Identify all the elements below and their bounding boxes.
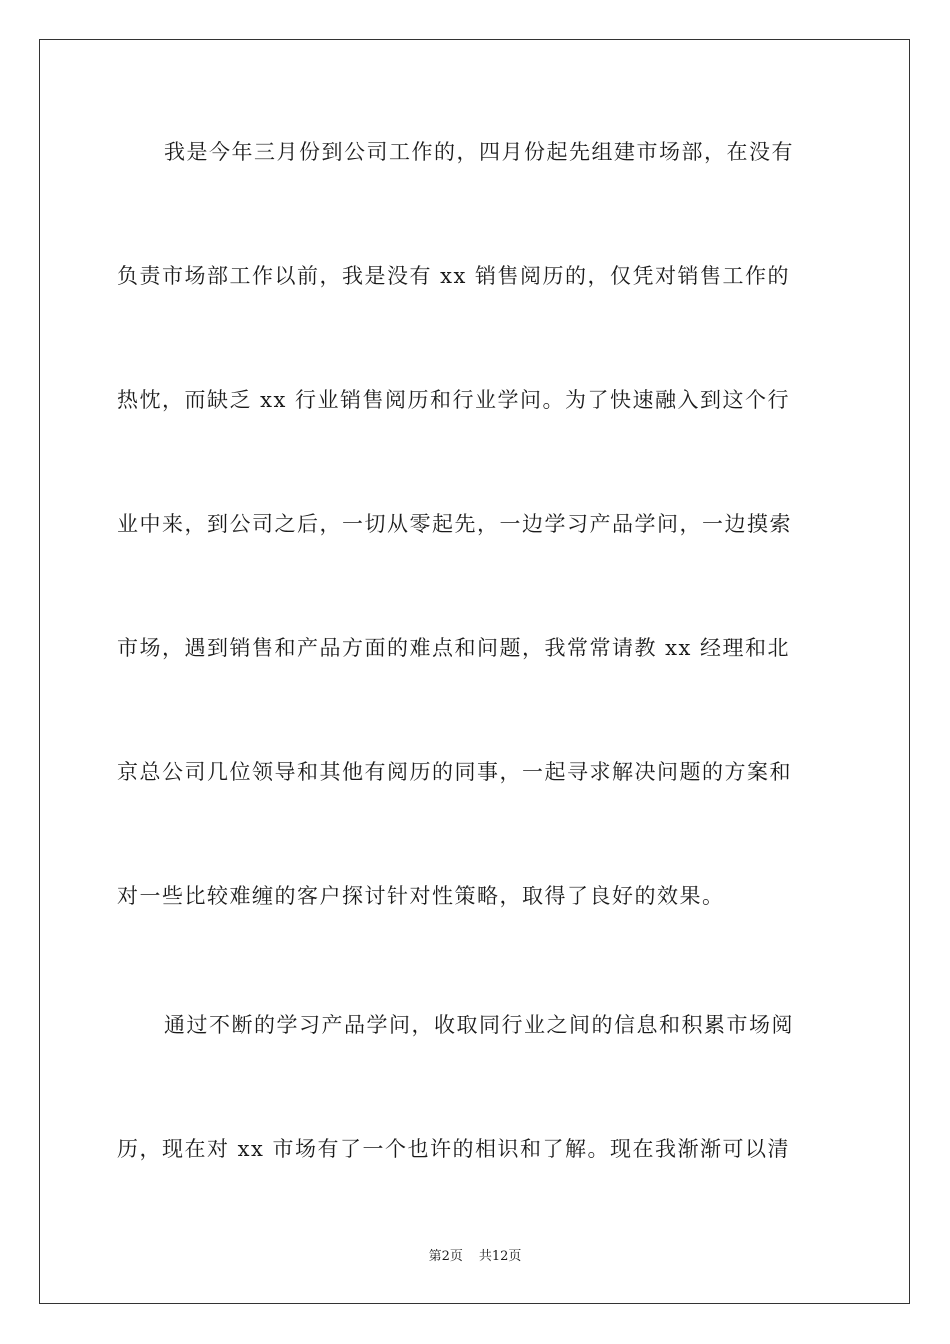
page-footer: [0, 1248, 950, 1266]
paragraph-line: 业中来，到公司之后，一切从零起先，一边学习产品学问，一边摸索: [117, 512, 792, 536]
total-pages: 共12页: [478, 1249, 522, 1264]
paragraph-line: 历，现在对 xx 市场有了一个也许的相识和了解。现在我渐渐可以清: [117, 1137, 791, 1161]
page-border: [39, 39, 910, 1304]
paragraph-line: 通过不断的学习产品学问，收取同行业之间的信息和积累市场阅: [164, 1013, 794, 1037]
paragraph-line: 市场，遇到销售和产品方面的难点和问题，我常常请教 xx 经理和北: [117, 636, 791, 660]
paragraph-line: 热忱，而缺乏 xx 行业销售阅历和行业学问。为了快速融入到这个行: [117, 388, 791, 412]
paragraph-line: 对一些比较难缠的客户探讨针对性策略，取得了良好的效果。: [117, 884, 725, 908]
page-number: 第2页: [428, 1249, 463, 1264]
paragraph-line: 负责市场部工作以前，我是没有 xx 销售阅历的，仅凭对销售工作的: [117, 264, 791, 288]
paragraph-line: 京总公司几位领导和其他有阅历的同事，一起寻求解决问题的方案和: [117, 760, 792, 784]
paragraph-line: 我是今年三月份到公司工作的，四月份起先组建市场部，在没有: [164, 140, 794, 164]
